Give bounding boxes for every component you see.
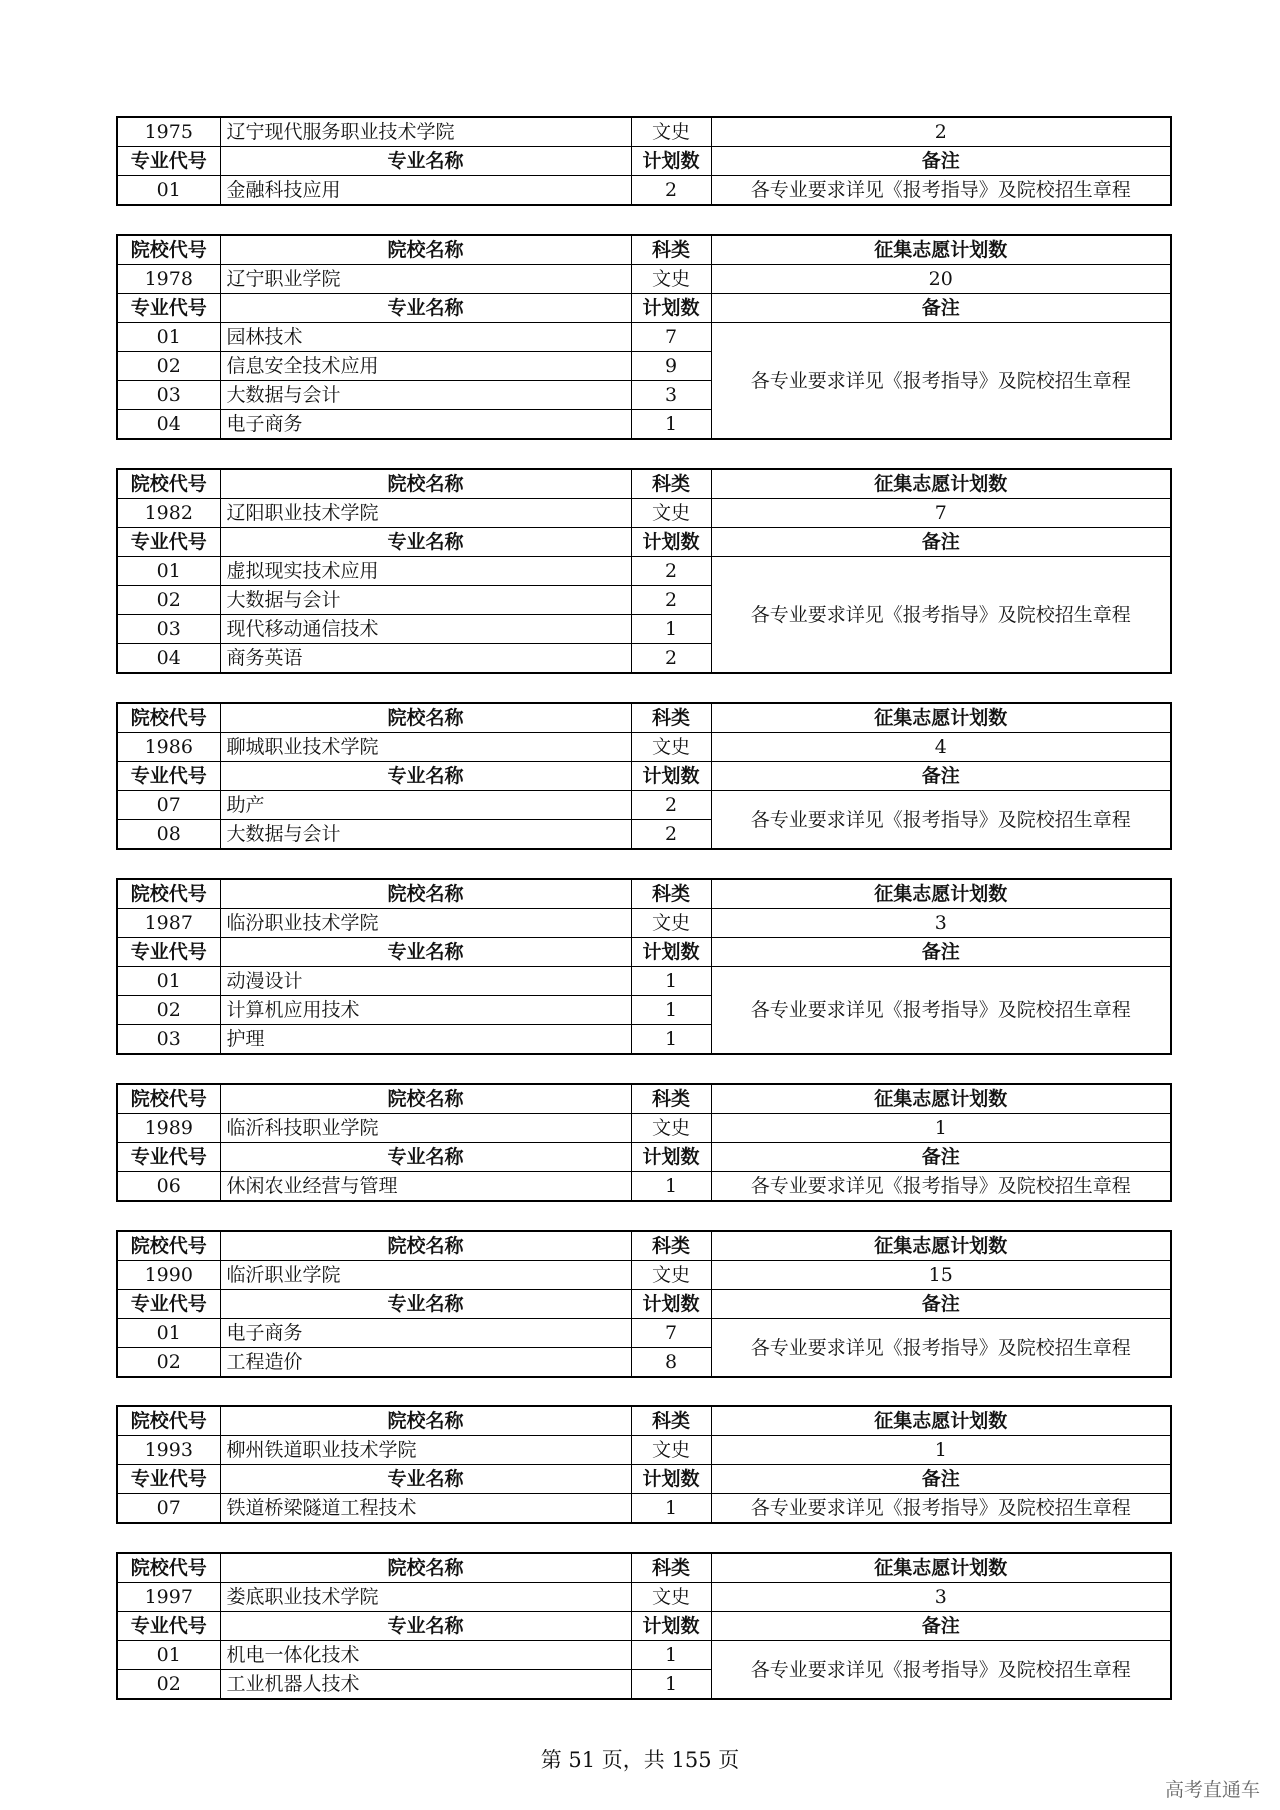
school-header-row: [117, 1231, 1171, 1261]
header-plan-count: 计划数: [631, 762, 711, 791]
major-name: 工程造价: [220, 1348, 631, 1378]
school-block: [116, 1405, 1172, 1524]
school-row: [117, 1583, 1171, 1612]
major-plan-count: 3: [631, 381, 711, 410]
major-code: 04: [117, 410, 220, 440]
header-category: 科类: [631, 879, 711, 909]
header-plan-count: 计划数: [631, 1143, 711, 1172]
major-name: 铁道桥梁隧道工程技术: [220, 1494, 631, 1524]
header-major-name: 专业名称: [220, 1465, 631, 1494]
header-plan-count: 计划数: [631, 528, 711, 557]
school-code: 1993: [117, 1436, 220, 1465]
major-note: 各专业要求详见《报考指导》及院校招生章程: [711, 557, 1171, 674]
major-code: 03: [117, 615, 220, 644]
school-name: 柳州铁道职业技术学院: [220, 1436, 631, 1465]
school-row: [117, 909, 1171, 938]
school-category: 文史: [631, 1261, 711, 1290]
school-plan-total: 3: [711, 909, 1171, 938]
major-plan-count: 1: [631, 1172, 711, 1202]
school-category: 文史: [631, 499, 711, 528]
school-category: 文史: [631, 1114, 711, 1143]
header-major-name: 专业名称: [220, 938, 631, 967]
watermark: 高考直通车: [1164, 1779, 1260, 1801]
major-row: [117, 967, 1171, 996]
major-name: 信息安全技术应用: [220, 352, 631, 381]
header-major-name: 专业名称: [220, 147, 631, 176]
header-school-name: 院校名称: [220, 235, 631, 265]
major-name: 园林技术: [220, 323, 631, 352]
major-code: 02: [117, 352, 220, 381]
school-row: [117, 1114, 1171, 1143]
header-school-name: 院校名称: [220, 1084, 631, 1114]
major-plan-count: 1: [631, 1641, 711, 1670]
school-header-row: [117, 469, 1171, 499]
header-plan-total: 征集志愿计划数: [711, 879, 1171, 909]
school-plan-total: 15: [711, 1261, 1171, 1290]
major-plan-count: 1: [631, 615, 711, 644]
header-school-name: 院校名称: [220, 703, 631, 733]
header-major-code: 专业代号: [117, 147, 220, 176]
school-block: [116, 116, 1172, 206]
school-plan-total: 2: [711, 117, 1171, 147]
major-code: 02: [117, 996, 220, 1025]
header-category: 科类: [631, 469, 711, 499]
major-note: 各专业要求详见《报考指导》及院校招生章程: [711, 1494, 1171, 1524]
major-row: [117, 1172, 1171, 1202]
major-name: 机电一体化技术: [220, 1641, 631, 1670]
header-school-code: 院校代号: [117, 1084, 220, 1114]
header-school-code: 院校代号: [117, 469, 220, 499]
major-name: 大数据与会计: [220, 820, 631, 850]
major-code: 02: [117, 1670, 220, 1700]
school-code: 1989: [117, 1114, 220, 1143]
school-row: [117, 1436, 1171, 1465]
major-name: 虚拟现实技术应用: [220, 557, 631, 586]
school-plan-total: 20: [711, 265, 1171, 294]
major-header-row: [117, 1290, 1171, 1319]
header-major-name: 专业名称: [220, 528, 631, 557]
school-plan-total: 7: [711, 499, 1171, 528]
school-category: 文史: [631, 265, 711, 294]
major-note: 各专业要求详见《报考指导》及院校招生章程: [711, 323, 1171, 440]
header-major-code: 专业代号: [117, 1612, 220, 1641]
header-note: 备注: [711, 528, 1171, 557]
header-note: 备注: [711, 294, 1171, 323]
header-plan-count: 计划数: [631, 938, 711, 967]
school-name: 临沂科技职业学院: [220, 1114, 631, 1143]
major-note: 各专业要求详见《报考指导》及院校招生章程: [711, 1319, 1171, 1378]
major-row: [117, 1319, 1171, 1348]
header-plan-total: 征集志愿计划数: [711, 469, 1171, 499]
school-header-row: [117, 1406, 1171, 1436]
school-block: [116, 1230, 1172, 1378]
major-name: 电子商务: [220, 1319, 631, 1348]
school-block: [116, 1552, 1172, 1700]
school-plan-total: 4: [711, 733, 1171, 762]
school-code: 1975: [117, 117, 220, 147]
major-plan-count: 8: [631, 1348, 711, 1378]
header-major-name: 专业名称: [220, 762, 631, 791]
header-major-name: 专业名称: [220, 1612, 631, 1641]
major-row: [117, 557, 1171, 586]
header-major-code: 专业代号: [117, 762, 220, 791]
header-plan-count: 计划数: [631, 1612, 711, 1641]
major-plan-count: 7: [631, 323, 711, 352]
major-name: 大数据与会计: [220, 381, 631, 410]
header-major-code: 专业代号: [117, 1143, 220, 1172]
header-school-name: 院校名称: [220, 1406, 631, 1436]
header-school-code: 院校代号: [117, 703, 220, 733]
major-note: 各专业要求详见《报考指导》及院校招生章程: [711, 1641, 1171, 1700]
school-name: 辽宁现代服务职业技术学院: [220, 117, 631, 147]
header-note: 备注: [711, 762, 1171, 791]
header-major-code: 专业代号: [117, 528, 220, 557]
major-header-row: [117, 1143, 1171, 1172]
major-note: 各专业要求详见《报考指导》及院校招生章程: [711, 791, 1171, 850]
header-note: 备注: [711, 1612, 1171, 1641]
major-plan-count: 2: [631, 176, 711, 206]
school-category: 文史: [631, 733, 711, 762]
major-code: 02: [117, 586, 220, 615]
major-code: 02: [117, 1348, 220, 1378]
header-school-name: 院校名称: [220, 1231, 631, 1261]
major-code: 07: [117, 791, 220, 820]
major-header-row: [117, 294, 1171, 323]
header-school-code: 院校代号: [117, 1231, 220, 1261]
major-code: 03: [117, 381, 220, 410]
header-school-name: 院校名称: [220, 1553, 631, 1583]
major-plan-count: 2: [631, 586, 711, 615]
school-block: [116, 702, 1172, 850]
school-name: 辽宁职业学院: [220, 265, 631, 294]
school-category: 文史: [631, 1436, 711, 1465]
major-code: 06: [117, 1172, 220, 1202]
header-note: 备注: [711, 147, 1171, 176]
major-code: 01: [117, 1641, 220, 1670]
school-block: [116, 878, 1172, 1055]
major-name: 动漫设计: [220, 967, 631, 996]
major-row: [117, 323, 1171, 352]
header-major-code: 专业代号: [117, 294, 220, 323]
school-code: 1982: [117, 499, 220, 528]
header-plan-total: 征集志愿计划数: [711, 703, 1171, 733]
major-plan-count: 2: [631, 820, 711, 850]
header-school-name: 院校名称: [220, 469, 631, 499]
school-block: [116, 468, 1172, 674]
school-header-row: [117, 235, 1171, 265]
major-row: [117, 176, 1171, 206]
school-block: [116, 234, 1172, 440]
school-plan-total: 1: [711, 1436, 1171, 1465]
major-plan-count: 2: [631, 791, 711, 820]
major-name: 工业机器人技术: [220, 1670, 631, 1700]
major-code: 08: [117, 820, 220, 850]
major-name: 计算机应用技术: [220, 996, 631, 1025]
major-code: 01: [117, 1319, 220, 1348]
school-header-row: [117, 879, 1171, 909]
major-plan-count: 1: [631, 410, 711, 440]
header-category: 科类: [631, 1406, 711, 1436]
school-category: 文史: [631, 117, 711, 147]
major-plan-count: 1: [631, 1670, 711, 1700]
major-code: 01: [117, 323, 220, 352]
school-header-row: [117, 1553, 1171, 1583]
school-row: [117, 1261, 1171, 1290]
header-category: 科类: [631, 1084, 711, 1114]
major-code: 04: [117, 644, 220, 674]
header-major-code: 专业代号: [117, 1290, 220, 1319]
major-note: 各专业要求详见《报考指导》及院校招生章程: [711, 967, 1171, 1055]
major-code: 01: [117, 557, 220, 586]
school-row: [117, 499, 1171, 528]
header-category: 科类: [631, 235, 711, 265]
header-category: 科类: [631, 703, 711, 733]
major-note: 各专业要求详见《报考指导》及院校招生章程: [711, 1172, 1171, 1202]
school-code: 1986: [117, 733, 220, 762]
school-block: [116, 1083, 1172, 1202]
major-note: 各专业要求详见《报考指导》及院校招生章程: [711, 176, 1171, 206]
major-name: 电子商务: [220, 410, 631, 440]
header-major-code: 专业代号: [117, 1465, 220, 1494]
major-name: 现代移动通信技术: [220, 615, 631, 644]
header-plan-total: 征集志愿计划数: [711, 1553, 1171, 1583]
school-header-row: [117, 703, 1171, 733]
header-plan-total: 征集志愿计划数: [711, 1084, 1171, 1114]
header-note: 备注: [711, 1290, 1171, 1319]
school-code: 1978: [117, 265, 220, 294]
header-major-name: 专业名称: [220, 1143, 631, 1172]
major-plan-count: 9: [631, 352, 711, 381]
major-plan-count: 2: [631, 557, 711, 586]
header-plan-count: 计划数: [631, 147, 711, 176]
school-plan-total: 3: [711, 1583, 1171, 1612]
school-code: 1987: [117, 909, 220, 938]
school-name: 聊城职业技术学院: [220, 733, 631, 762]
major-name: 大数据与会计: [220, 586, 631, 615]
school-category: 文史: [631, 909, 711, 938]
major-header-row: [117, 1465, 1171, 1494]
major-name: 商务英语: [220, 644, 631, 674]
major-header-row: [117, 938, 1171, 967]
major-code: 07: [117, 1494, 220, 1524]
header-plan-count: 计划数: [631, 1290, 711, 1319]
school-row: [117, 265, 1171, 294]
major-plan-count: 1: [631, 996, 711, 1025]
major-header-row: [117, 1612, 1171, 1641]
header-plan-total: 征集志愿计划数: [711, 1231, 1171, 1261]
school-name: 娄底职业技术学院: [220, 1583, 631, 1612]
major-row: [117, 791, 1171, 820]
header-school-name: 院校名称: [220, 879, 631, 909]
header-note: 备注: [711, 1143, 1171, 1172]
header-school-code: 院校代号: [117, 1553, 220, 1583]
header-plan-total: 征集志愿计划数: [711, 1406, 1171, 1436]
school-code: 1997: [117, 1583, 220, 1612]
header-plan-count: 计划数: [631, 1465, 711, 1494]
header-category: 科类: [631, 1553, 711, 1583]
header-school-code: 院校代号: [117, 235, 220, 265]
header-plan-count: 计划数: [631, 294, 711, 323]
major-code: 03: [117, 1025, 220, 1055]
major-plan-count: 7: [631, 1319, 711, 1348]
header-school-code: 院校代号: [117, 1406, 220, 1436]
school-plan-total: 1: [711, 1114, 1171, 1143]
school-name: 临汾职业技术学院: [220, 909, 631, 938]
major-name: 助产: [220, 791, 631, 820]
major-plan-count: 1: [631, 967, 711, 996]
header-major-name: 专业名称: [220, 294, 631, 323]
school-row: [117, 117, 1171, 147]
major-plan-count: 2: [631, 644, 711, 674]
header-note: 备注: [711, 938, 1171, 967]
header-school-code: 院校代号: [117, 879, 220, 909]
major-code: 01: [117, 176, 220, 206]
major-header-row: [117, 528, 1171, 557]
header-major-code: 专业代号: [117, 938, 220, 967]
major-row: [117, 1494, 1171, 1524]
header-plan-total: 征集志愿计划数: [711, 235, 1171, 265]
school-category: 文史: [631, 1583, 711, 1612]
school-name: 辽阳职业技术学院: [220, 499, 631, 528]
school-name: 临沂职业学院: [220, 1261, 631, 1290]
school-header-row: [117, 1084, 1171, 1114]
major-name: 金融科技应用: [220, 176, 631, 206]
school-code: 1990: [117, 1261, 220, 1290]
major-header-row: [117, 147, 1171, 176]
page-number: 第 51 页，共 155 页: [540, 1748, 740, 1772]
major-header-row: [117, 762, 1171, 791]
header-note: 备注: [711, 1465, 1171, 1494]
major-code: 01: [117, 967, 220, 996]
header-category: 科类: [631, 1231, 711, 1261]
school-row: [117, 733, 1171, 762]
major-name: 护理: [220, 1025, 631, 1055]
major-plan-count: 1: [631, 1494, 711, 1524]
major-name: 休闲农业经营与管理: [220, 1172, 631, 1202]
major-row: [117, 1641, 1171, 1670]
header-major-name: 专业名称: [220, 1290, 631, 1319]
major-plan-count: 1: [631, 1025, 711, 1055]
